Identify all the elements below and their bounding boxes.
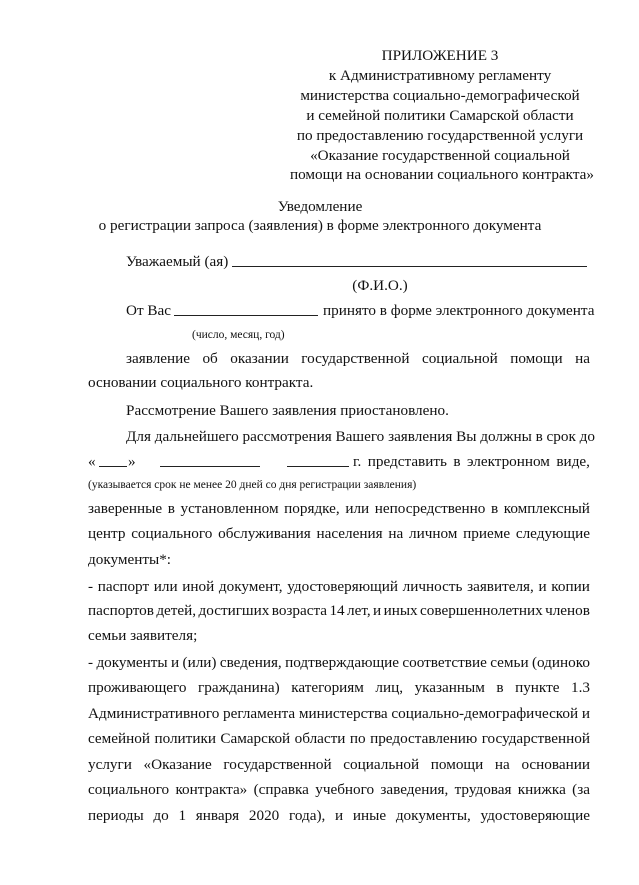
date-hint: (число, месяц, год)	[192, 329, 285, 341]
word: 2020	[248, 807, 280, 824]
word: семейной	[88, 730, 150, 747]
word: министерства	[298, 705, 388, 722]
word: комплексный	[503, 500, 590, 517]
word: представить	[367, 453, 447, 470]
word: иные	[352, 807, 387, 824]
word: заявителя,	[467, 578, 534, 595]
word: до	[153, 807, 169, 824]
word: области	[294, 730, 346, 747]
word: социальной	[343, 756, 420, 773]
word: лет,	[347, 602, 371, 619]
word: приеме	[463, 525, 511, 542]
word: контракта»	[175, 781, 248, 798]
word: социально-демографической	[391, 705, 579, 722]
appendix-title: ПРИЛОЖЕНИЕ 3	[381, 47, 499, 64]
month-blank	[160, 466, 260, 467]
list-item-line	[88, 730, 590, 748]
paragraph-line	[88, 500, 590, 518]
paragraph-line	[88, 525, 590, 543]
word: в	[496, 679, 504, 696]
list-item-line	[88, 679, 590, 697]
list-item-line	[88, 705, 590, 723]
word: паспортов	[88, 602, 154, 619]
word: соответствие	[402, 654, 487, 671]
word: трудовая	[454, 781, 512, 798]
word: гражданина)	[198, 679, 280, 696]
word: (или)	[182, 654, 217, 671]
list-item-line	[88, 807, 590, 825]
word: и	[335, 807, 344, 824]
word: в	[490, 500, 499, 517]
word: государственной	[301, 350, 410, 367]
word: заверенные	[88, 500, 163, 517]
word: в	[453, 453, 461, 470]
deadline-hint: (указывается срок не менее 20 дней со дня регистрации заявления)	[88, 479, 417, 491]
word: учебного	[315, 781, 375, 798]
word: г.	[353, 453, 362, 470]
word: подтверждающие	[285, 654, 400, 671]
notice-subtitle: о регистрации запроса (заявления) в форме электронного документа	[98, 217, 542, 234]
word: удостоверяющий	[287, 578, 399, 595]
list-item-line	[88, 781, 590, 799]
word: категориям	[291, 679, 364, 696]
word: предоставлению	[370, 730, 478, 747]
word: года),	[288, 807, 326, 824]
word: обслуживания	[218, 525, 311, 542]
word: периоды	[88, 807, 144, 824]
word: семьи	[490, 654, 529, 671]
word: и	[171, 654, 180, 671]
appendix-line: «Оказание государственной социальной	[310, 147, 570, 164]
word: виде,	[556, 453, 590, 470]
word: -	[88, 654, 94, 671]
word: возраста	[271, 602, 328, 619]
word: основании	[521, 756, 590, 773]
word: иной	[182, 578, 215, 595]
word: 1	[178, 807, 187, 824]
word: проживающего	[88, 679, 187, 696]
word: и	[538, 578, 547, 595]
word: документы	[96, 654, 168, 671]
year-blank	[287, 466, 349, 467]
word: Административного	[88, 705, 220, 722]
list-item-line	[88, 578, 590, 596]
word: об	[202, 350, 218, 367]
word: помощи	[430, 756, 484, 773]
word: на	[575, 350, 590, 367]
word: документы,	[395, 807, 471, 824]
word: социального	[131, 525, 213, 542]
word: непосредственно	[374, 500, 486, 517]
list-item-line: семьи заявителя;	[88, 627, 198, 644]
word: социального	[88, 781, 170, 798]
notice-title: Уведомление	[277, 198, 363, 215]
word: или	[345, 500, 370, 517]
word: книжка	[517, 781, 566, 798]
word: достигших	[198, 602, 270, 619]
word: заявление	[126, 350, 191, 367]
word: социальной	[421, 350, 498, 367]
word: личность	[402, 578, 463, 595]
word: (за	[572, 781, 590, 798]
word: услуги	[88, 756, 132, 773]
paragraph-line: документы*:	[88, 551, 172, 568]
word: или	[153, 578, 178, 595]
word: оказании	[230, 350, 289, 367]
fio-label: (Ф.И.О.)	[352, 277, 408, 294]
word: на	[388, 525, 404, 542]
day-blank	[99, 466, 127, 467]
fio-blank	[232, 266, 587, 267]
suspension-text: Рассмотрение Вашего заявления приостановлено.	[126, 402, 449, 419]
word: указанным	[414, 679, 485, 696]
word: установленном	[180, 500, 279, 517]
paragraph-line	[353, 453, 590, 471]
word: документ,	[218, 578, 283, 595]
word: и	[581, 705, 590, 722]
word: 14	[329, 602, 345, 619]
word: центр	[88, 525, 126, 542]
greeting-label: Уважаемый (ая)	[126, 253, 229, 270]
word: членов	[545, 602, 590, 619]
word: регламента	[223, 705, 296, 722]
word: заведения,	[380, 781, 449, 798]
appendix-line: по предоставлению государственной услуги	[296, 127, 584, 144]
word: (справка	[253, 781, 309, 798]
word: сведения,	[219, 654, 282, 671]
date-blank	[174, 315, 318, 316]
word: населения	[316, 525, 383, 542]
word: совершеннолетних	[420, 602, 543, 619]
word: электронном	[467, 453, 550, 470]
word: Самарской	[220, 730, 291, 747]
word: следующие	[515, 525, 590, 542]
word: политики	[154, 730, 216, 747]
list-item-line	[88, 602, 590, 620]
word: января	[195, 807, 240, 824]
word: «Оказание	[143, 756, 212, 773]
word: личном	[408, 525, 458, 542]
word: удостоверяющие	[480, 807, 590, 824]
quote-open: «	[88, 453, 96, 470]
word: копии	[551, 578, 590, 595]
word: -	[88, 578, 94, 595]
word: иных	[383, 602, 418, 619]
word: в	[167, 500, 175, 517]
list-item-line	[88, 756, 590, 774]
paragraph-line: Для дальнейшего рассмотрения Вашего заявления Вы должны в срок до	[126, 428, 595, 445]
word: детей,	[156, 602, 197, 619]
paragraph-line	[126, 350, 590, 368]
word: 1.3	[570, 679, 590, 696]
paragraph-line: основании социального контракта.	[88, 374, 314, 391]
accepted-text: принято в форме электронного документа	[323, 302, 595, 319]
list-item-line	[88, 654, 590, 672]
word: порядке,	[284, 500, 340, 517]
word: и	[373, 602, 382, 619]
appendix-line: к Административному регламенту	[328, 67, 552, 84]
appendix-line: министерства социально-демографической	[300, 87, 580, 104]
word: помощи	[510, 350, 563, 367]
word: паспорт	[97, 578, 150, 595]
word: пункте	[515, 679, 560, 696]
quote-close: »	[128, 453, 136, 470]
word: на	[494, 756, 510, 773]
word: лиц,	[375, 679, 404, 696]
appendix-line: помощи на основании социального контракта»	[290, 166, 595, 183]
word: по	[349, 730, 366, 747]
word: (одиноко	[531, 654, 590, 671]
word: государственной	[481, 730, 590, 747]
appendix-line: и семейной политики Самарской области	[306, 107, 574, 124]
word: государственной	[223, 756, 332, 773]
from-you-label: От Вас	[126, 302, 172, 319]
